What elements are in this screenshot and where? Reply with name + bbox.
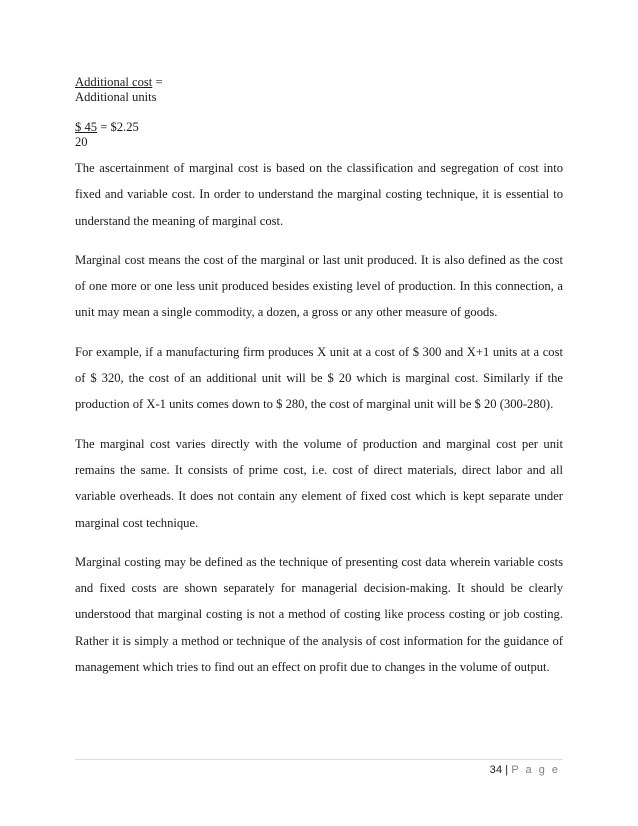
body-text [75,155,563,693]
page-label: P a g e [511,764,560,776]
formula-numerator-line [75,75,163,90]
calculation-result: = $2.25 [97,120,139,134]
footer-divider [75,759,563,760]
page-footer [490,764,560,776]
calculation-numerator: $ 45 [75,120,98,134]
paragraph-1: The ascertainment of marginal cost is based on the classification and segregation of cost into fixed and variable cost. In order to understand the marginal costing technique, it is essential to understand the meaning of marginal cost. [75,161,563,228]
formula-numerator: Additional cost [75,75,153,89]
page-number: 34 [489,764,503,776]
paragraph-2: Marginal cost means the cost of the marginal or last unit produced. It is also defined as the cost of one more or one less unit produced besides existing level of production. In this connection, a unit may mean a single commodity, a dozen, a gross or any other measure of goods. [75,252,563,320]
footer-separator: | [505,764,509,776]
formula-equals: = [152,75,163,89]
paragraph-4: The marginal cost varies directly with the volume of production and marginal cost per unit remains the same. It consists of prime cost, i.e. cost of direct materials, direct labor and all variable overheads. It does not contain any element of fixed cost which is kept separate under marginal cost technique. [75,436,563,530]
formula-calculation [75,120,139,150]
paragraph-5: Marginal costing may be defined as the technique of presenting cost data wherein variable costs and fixed costs are shown separately for managerial decision-making. It should be clearly understood that marginal costing is not a method of costing like process costing or job costing. Rather it is simply a method or technique of the analysis of cost information for the guidance of management which tries to find out an effect on profit due to changes in the volume of output. [75,554,563,675]
formula-additional-cost [75,75,163,105]
formula-denominator: Additional units [75,90,157,104]
paragraph-3: For example, if a manufacturing firm produces X unit at a cost of $ 300 and X+1 units at a cost of $ 320, the cost of an additional unit will be $ 20 which is marginal cost. Similarly if the production of X-1 units comes down to $ 280, the cost of marginal unit will be $ 20 (300-280). [75,344,563,412]
calculation-denominator: 20 [75,135,88,149]
calculation-numerator-line [75,120,139,135]
